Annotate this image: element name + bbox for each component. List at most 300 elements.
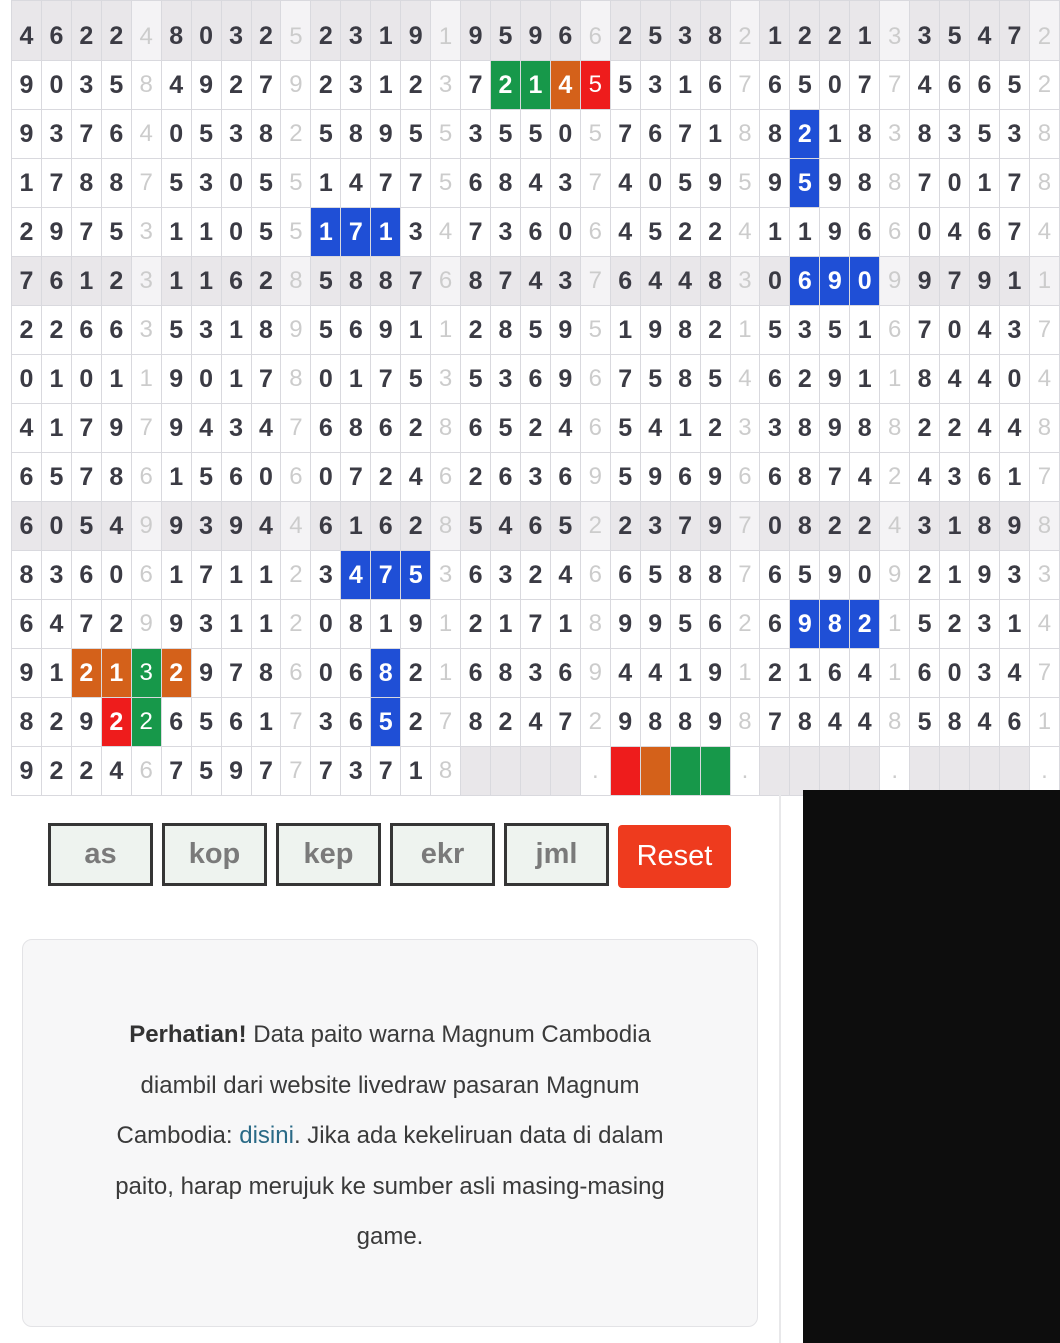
paito-digit: 6: [550, 453, 580, 502]
paito-digit: 8: [71, 159, 101, 208]
paito-digit: 2: [71, 649, 101, 698]
paito-digit: 6: [820, 649, 850, 698]
paito-digit: 0: [101, 551, 131, 600]
paito-separator: 4: [730, 355, 760, 404]
paito-separator: 7: [281, 404, 311, 453]
paito-digit: 3: [341, 61, 371, 110]
paito-digit: 3: [999, 306, 1029, 355]
paito-digit: 1: [341, 502, 371, 551]
paito-separator: 4: [131, 1, 161, 61]
paito-digit: 3: [970, 600, 1000, 649]
paito-digit: 9: [999, 502, 1029, 551]
paito-digit: 1: [940, 551, 970, 600]
paito-digit: 4: [341, 159, 371, 208]
paito-separator: 5: [431, 110, 461, 159]
paito-digit: 7: [999, 208, 1029, 257]
paito-digit: 2: [491, 698, 521, 747]
paito-separator: 3: [431, 551, 461, 600]
paito-separator: 4: [1029, 208, 1059, 257]
notice-box: [22, 939, 758, 1327]
paito-digit: 9: [700, 649, 730, 698]
paito-digit: 1: [251, 600, 281, 649]
paito-digit: 6: [550, 1, 580, 61]
paito-digit: 7: [341, 453, 371, 502]
paito-digit: 8: [820, 600, 850, 649]
paito-digit: 4: [191, 404, 221, 453]
paito-digit: 2: [12, 306, 42, 355]
paito-digit: 0: [999, 355, 1029, 404]
paito-row: [12, 110, 1060, 159]
paito-digit: 7: [251, 747, 281, 796]
paito-digit: [910, 747, 940, 796]
paito-digit: 9: [820, 355, 850, 404]
paito-digit: 7: [251, 61, 281, 110]
paito-digit: 5: [161, 159, 191, 208]
paito-digit: 9: [191, 649, 221, 698]
paito-digit: 6: [700, 61, 730, 110]
reset-button[interactable]: Reset: [618, 825, 731, 888]
paito-digit: 5: [371, 698, 401, 747]
paito-digit: 8: [970, 502, 1000, 551]
paito-row: [12, 600, 1060, 649]
paito-digit: 5: [191, 747, 221, 796]
paito-digit: 9: [700, 453, 730, 502]
paito-digit: 8: [251, 306, 281, 355]
paito-digit: 9: [191, 61, 221, 110]
paito-digit: 7: [670, 502, 700, 551]
paito-digit: 1: [610, 306, 640, 355]
paito-digit: 8: [491, 306, 521, 355]
kep-input[interactable]: kep: [276, 823, 381, 886]
paito-digit: 0: [221, 159, 251, 208]
paito-digit: 5: [999, 61, 1029, 110]
paito-digit: 6: [760, 355, 790, 404]
paito-separator: 8: [431, 747, 461, 796]
paito-digit: 0: [311, 649, 341, 698]
paito-digit: 1: [401, 747, 431, 796]
notice-text-end: . Jika ada kekeliruan data di dalam paito, harap merujuk ke sumber asli masing-masing game.: [115, 1122, 665, 1250]
paito-digit: 2: [610, 1, 640, 61]
paito-digit: 3: [999, 551, 1029, 600]
paito-digit: 8: [940, 698, 970, 747]
paito-digit: 3: [491, 208, 521, 257]
paito-separator: 1: [880, 600, 910, 649]
paito-row: [12, 747, 1060, 796]
paito-digit: 9: [700, 159, 730, 208]
paito-digit: 5: [401, 355, 431, 404]
paito-digit: 4: [41, 600, 71, 649]
paito-digit: 7: [610, 110, 640, 159]
paito-separator: 3: [131, 649, 161, 698]
paito-digit: 7: [251, 355, 281, 404]
as-input[interactable]: as: [48, 823, 153, 886]
paito-digit: 6: [161, 698, 191, 747]
paito-digit: 1: [550, 600, 580, 649]
paito-digit: 8: [700, 1, 730, 61]
paito-digit: 7: [311, 747, 341, 796]
paito-separator: 9: [880, 257, 910, 306]
paito-digit: 1: [700, 110, 730, 159]
paito-digit: 8: [670, 306, 700, 355]
paito-separator: 6: [281, 453, 311, 502]
paito-digit: 6: [910, 649, 940, 698]
paito-digit: 0: [161, 110, 191, 159]
paito-digit: 2: [41, 306, 71, 355]
paito-digit: 1: [221, 600, 251, 649]
paito-row: [12, 404, 1060, 453]
paito-separator: 6: [730, 453, 760, 502]
paito-separator: 4: [1029, 600, 1059, 649]
paito-digit: 1: [999, 453, 1029, 502]
paito-separator: 1: [431, 306, 461, 355]
paito-separator: 1: [131, 355, 161, 404]
paito-digit: 6: [221, 698, 251, 747]
paito-digit: 2: [820, 502, 850, 551]
paito-row: [12, 208, 1060, 257]
paito-digit: [940, 747, 970, 796]
kop-input[interactable]: kop: [162, 823, 267, 886]
paito-separator: 4: [431, 208, 461, 257]
paito-digit: 0: [550, 208, 580, 257]
paito-separator: 9: [880, 551, 910, 600]
paito-digit: 0: [760, 502, 790, 551]
paito-digit: 5: [491, 404, 521, 453]
paito-digit: 6: [12, 600, 42, 649]
paito-digit: 3: [550, 257, 580, 306]
paito-digit: 2: [101, 600, 131, 649]
paito-separator: 8: [1029, 404, 1059, 453]
paito-digit: 8: [790, 404, 820, 453]
paito-separator: 5: [431, 159, 461, 208]
paito-digit: 6: [970, 61, 1000, 110]
paito-separator: .: [580, 747, 610, 796]
paito-row: [12, 159, 1060, 208]
paito-digit: 1: [161, 453, 191, 502]
paito-digit: 9: [520, 1, 550, 61]
paito-digit: 6: [461, 404, 491, 453]
paito-digit: 4: [970, 698, 1000, 747]
paito-digit: 8: [670, 355, 700, 404]
paito-digit: 1: [161, 551, 191, 600]
paito-digit: 4: [940, 355, 970, 404]
paito-digit: 0: [311, 600, 341, 649]
paito-digit: 6: [999, 698, 1029, 747]
paito-digit: 2: [820, 1, 850, 61]
paito-digit: 1: [161, 257, 191, 306]
paito-digit: 7: [999, 1, 1029, 61]
paito-separator: 8: [730, 110, 760, 159]
paito-separator: 6: [431, 453, 461, 502]
paito-separator: 9: [580, 649, 610, 698]
paito-digit: 3: [71, 61, 101, 110]
paito-separator: 3: [730, 257, 760, 306]
paito-digit: 2: [520, 551, 550, 600]
paito-digit: 5: [191, 110, 221, 159]
paito-digit: 2: [101, 698, 131, 747]
paito-digit: 2: [940, 600, 970, 649]
paito-digit: 0: [221, 208, 251, 257]
paito-digit: 7: [12, 257, 42, 306]
paito-digit: 4: [251, 404, 281, 453]
paito-digit: 1: [790, 649, 820, 698]
paito-digit: 4: [640, 257, 670, 306]
paito-row: [12, 355, 1060, 404]
paito-digit: 9: [71, 698, 101, 747]
paito-digit: 8: [700, 551, 730, 600]
paito-digit: [820, 747, 850, 796]
paito-digit: 4: [12, 404, 42, 453]
paito-digit: 5: [251, 159, 281, 208]
paito-digit: 1: [101, 649, 131, 698]
paito-separator: 4: [880, 502, 910, 551]
paito-digit: [640, 747, 670, 796]
paito-digit: 0: [191, 355, 221, 404]
paito-digit: 8: [760, 110, 790, 159]
paito-digit: 6: [341, 649, 371, 698]
paito-digit: 6: [221, 257, 251, 306]
paito-digit: 1: [41, 404, 71, 453]
paito-separator: 3: [131, 257, 161, 306]
paito-digit: 4: [640, 649, 670, 698]
paito-digit: 4: [520, 257, 550, 306]
paito-digit: 4: [970, 404, 1000, 453]
paito-digit: 5: [790, 159, 820, 208]
paito-digit: [790, 747, 820, 796]
paito-row: [12, 61, 1060, 110]
paito-digit: 9: [161, 600, 191, 649]
paito-digit: 9: [640, 306, 670, 355]
paito-digit: 8: [251, 110, 281, 159]
paito-digit: 5: [461, 355, 491, 404]
paito-digit: 8: [461, 257, 491, 306]
paito-digit: [700, 747, 730, 796]
paito-digit: 3: [790, 306, 820, 355]
paito-controls: [48, 823, 738, 887]
paito-digit: 7: [371, 159, 401, 208]
paito-row: [12, 257, 1060, 306]
paito-digit: 5: [820, 306, 850, 355]
paito-digit: 1: [191, 208, 221, 257]
paito-digit: 9: [401, 600, 431, 649]
paito-digit: 4: [970, 306, 1000, 355]
paito-digit: 5: [41, 453, 71, 502]
paito-digit: 2: [371, 453, 401, 502]
paito-digit: 6: [610, 551, 640, 600]
paito-digit: 4: [610, 649, 640, 698]
paito-separator: 1: [431, 1, 461, 61]
paito-digit: 7: [670, 110, 700, 159]
paito-separator: 5: [580, 110, 610, 159]
paito-separator: 1: [730, 306, 760, 355]
paito-digit: [461, 747, 491, 796]
paito-digit: 5: [940, 1, 970, 61]
paito-digit: 1: [850, 1, 880, 61]
paito-digit: 2: [401, 61, 431, 110]
paito-separator: 8: [580, 600, 610, 649]
paito-separator: 9: [281, 61, 311, 110]
paito-digit: 1: [970, 159, 1000, 208]
paito-digit: 0: [940, 306, 970, 355]
paito-digit: 3: [940, 453, 970, 502]
paito-separator: 7: [1029, 453, 1059, 502]
paito-digit: 9: [820, 159, 850, 208]
paito-digit: 1: [191, 257, 221, 306]
paito-digit: 6: [670, 453, 700, 502]
paito-digit: 4: [670, 257, 700, 306]
paito-digit: 8: [491, 159, 521, 208]
paito-digit: 3: [191, 306, 221, 355]
paito-digit: 5: [640, 551, 670, 600]
paito-separator: 6: [580, 404, 610, 453]
source-link[interactable]: disini: [239, 1122, 294, 1149]
paito-separator: 6: [580, 551, 610, 600]
jml-input[interactable]: jml: [504, 823, 609, 886]
paito-digit: 7: [371, 747, 401, 796]
paito-digit: 2: [401, 404, 431, 453]
paito-digit: 7: [401, 257, 431, 306]
paito-digit: 7: [41, 159, 71, 208]
paito-digit: 1: [311, 159, 341, 208]
paito-digit: 0: [850, 551, 880, 600]
paito-separator: 5: [730, 159, 760, 208]
paito-digit: 2: [760, 649, 790, 698]
paito-separator: 6: [880, 208, 910, 257]
paito-digit: 7: [71, 600, 101, 649]
paito-digit: 4: [610, 208, 640, 257]
paito-separator: 7: [730, 61, 760, 110]
paito-digit: 6: [71, 551, 101, 600]
paito-digit: 3: [191, 502, 221, 551]
paito-separator: 7: [281, 698, 311, 747]
paito-digit: 6: [940, 61, 970, 110]
paito-digit: 1: [221, 551, 251, 600]
paito-row: [12, 1, 1060, 61]
paito-digit: 1: [341, 355, 371, 404]
paito-separator: 5: [281, 208, 311, 257]
paito-separator: 4: [1029, 355, 1059, 404]
paito-digit: 2: [790, 110, 820, 159]
paito-digit: 1: [221, 306, 251, 355]
paito-digit: 1: [311, 208, 341, 257]
paito-separator: 2: [281, 551, 311, 600]
paito-digit: 8: [910, 355, 940, 404]
paito-separator: 3: [1029, 551, 1059, 600]
paito-digit: 2: [101, 1, 131, 61]
paito-digit: 8: [850, 110, 880, 159]
notice-bold: Perhatian!: [129, 1021, 247, 1048]
paito-digit: 8: [640, 698, 670, 747]
paito-digit: 1: [371, 600, 401, 649]
paito-separator: 5: [580, 61, 610, 110]
paito-digit: 9: [820, 208, 850, 257]
paito-digit: 9: [371, 110, 401, 159]
paito-digit: 6: [101, 110, 131, 159]
paito-digit: 9: [610, 698, 640, 747]
paito-digit: 3: [341, 747, 371, 796]
paito-digit: 2: [311, 61, 341, 110]
paito-digit: 4: [491, 502, 521, 551]
ekr-input[interactable]: ekr: [390, 823, 495, 886]
paito-separator: 7: [730, 551, 760, 600]
paito-digit: 8: [161, 1, 191, 61]
paito-digit: 2: [41, 698, 71, 747]
paito-digit: 3: [940, 110, 970, 159]
paito-digit: 5: [520, 110, 550, 159]
paito-separator: 5: [281, 159, 311, 208]
paito-digit: 8: [101, 159, 131, 208]
paito-digit: 6: [520, 208, 550, 257]
paito-separator: 9: [131, 600, 161, 649]
paito-digit: 8: [670, 551, 700, 600]
paito-separator: 3: [431, 61, 461, 110]
paito-digit: 3: [640, 502, 670, 551]
paito-separator: 2: [281, 110, 311, 159]
paito-separator: 2: [580, 502, 610, 551]
paito-digit: [610, 747, 640, 796]
paito-digit: 5: [491, 110, 521, 159]
paito-digit: 7: [520, 600, 550, 649]
paito-separator: 2: [730, 1, 760, 61]
paito-separator: 8: [431, 404, 461, 453]
paito-digit: 5: [670, 600, 700, 649]
paito-digit: 9: [12, 649, 42, 698]
paito-digit: 5: [790, 551, 820, 600]
paito-digit: 9: [970, 551, 1000, 600]
paito-digit: 4: [850, 453, 880, 502]
paito-digit: 9: [12, 110, 42, 159]
paito-digit: 6: [311, 502, 341, 551]
paito-digit: 2: [161, 649, 191, 698]
paito-digit: 1: [371, 61, 401, 110]
paito-separator: 3: [131, 208, 161, 257]
paito-digit: 4: [850, 649, 880, 698]
paito-separator: 6: [580, 208, 610, 257]
paito-digit: 8: [910, 110, 940, 159]
paito-digit: 3: [311, 551, 341, 600]
paito-digit: 6: [790, 257, 820, 306]
paito-digit: 4: [251, 502, 281, 551]
paito-digit: 2: [221, 61, 251, 110]
paito-digit: 5: [191, 698, 221, 747]
paito-digit: 7: [161, 747, 191, 796]
paito-digit: [491, 747, 521, 796]
paito-digit: 2: [910, 404, 940, 453]
paito-digit: 5: [491, 1, 521, 61]
paito-digit: 5: [401, 551, 431, 600]
paito-digit: 2: [12, 208, 42, 257]
paito-digit: 9: [161, 404, 191, 453]
paito-digit: 5: [640, 1, 670, 61]
paito-digit: 1: [850, 306, 880, 355]
paito-digit: 4: [999, 649, 1029, 698]
paito-digit: 8: [700, 257, 730, 306]
paito-digit: 5: [401, 110, 431, 159]
paito-digit: 5: [520, 306, 550, 355]
paito-row: [12, 649, 1060, 698]
paito-digit: 9: [461, 1, 491, 61]
paito-separator: 7: [730, 502, 760, 551]
paito-digit: 0: [850, 257, 880, 306]
paito-digit: 4: [550, 404, 580, 453]
paito-digit: 4: [940, 208, 970, 257]
paito-digit: 2: [790, 1, 820, 61]
paito-digit: 3: [191, 159, 221, 208]
paito-separator: 2: [730, 600, 760, 649]
paito-digit: 4: [550, 61, 580, 110]
paito-digit: 2: [401, 698, 431, 747]
paito-separator: 5: [580, 306, 610, 355]
paito-digit: 2: [850, 502, 880, 551]
